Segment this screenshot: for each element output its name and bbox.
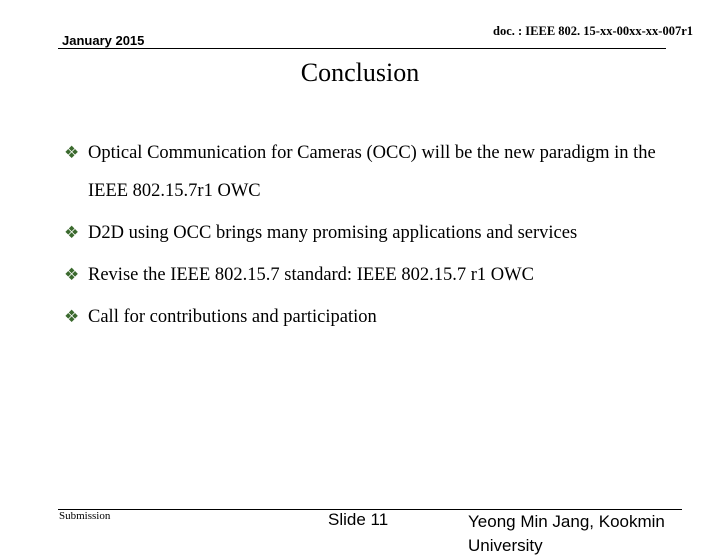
diamond-bullet-icon: ❖ (64, 143, 80, 163)
bullet-item (64, 256, 694, 294)
footer-slide-number: Slide 11 (328, 510, 389, 529)
header-divider (58, 48, 666, 49)
bullet-item (64, 214, 694, 252)
bullet-item (64, 134, 694, 210)
header-date: January 2015 (62, 33, 145, 48)
bullet-item (64, 298, 694, 336)
slide-title: Conclusion (300, 58, 420, 87)
diamond-bullet-icon: ❖ (64, 223, 80, 243)
header-doc-id: doc. : IEEE 802. 15-xx-00xx-xx-007r1 (493, 24, 693, 38)
bullet-text: Call for contributions and participation (88, 307, 377, 327)
footer-author: Yeong Min Jang, Kookmin University (468, 512, 665, 555)
bullet-text: Optical Communication for Cameras (OCC) will be the new paradigm in the IEEE 802.15.7r1 OWC (88, 143, 656, 201)
footer-submission: Submission (59, 510, 111, 522)
diamond-bullet-icon: ❖ (64, 307, 80, 327)
diamond-bullet-icon: ❖ (64, 265, 80, 285)
bullet-text: Revise the IEEE 802.15.7 standard: IEEE 802.15.7 r1 OWC (88, 265, 534, 285)
bullet-text: D2D using OCC brings many promising applications and services (88, 223, 578, 243)
bullet-list (64, 134, 694, 336)
